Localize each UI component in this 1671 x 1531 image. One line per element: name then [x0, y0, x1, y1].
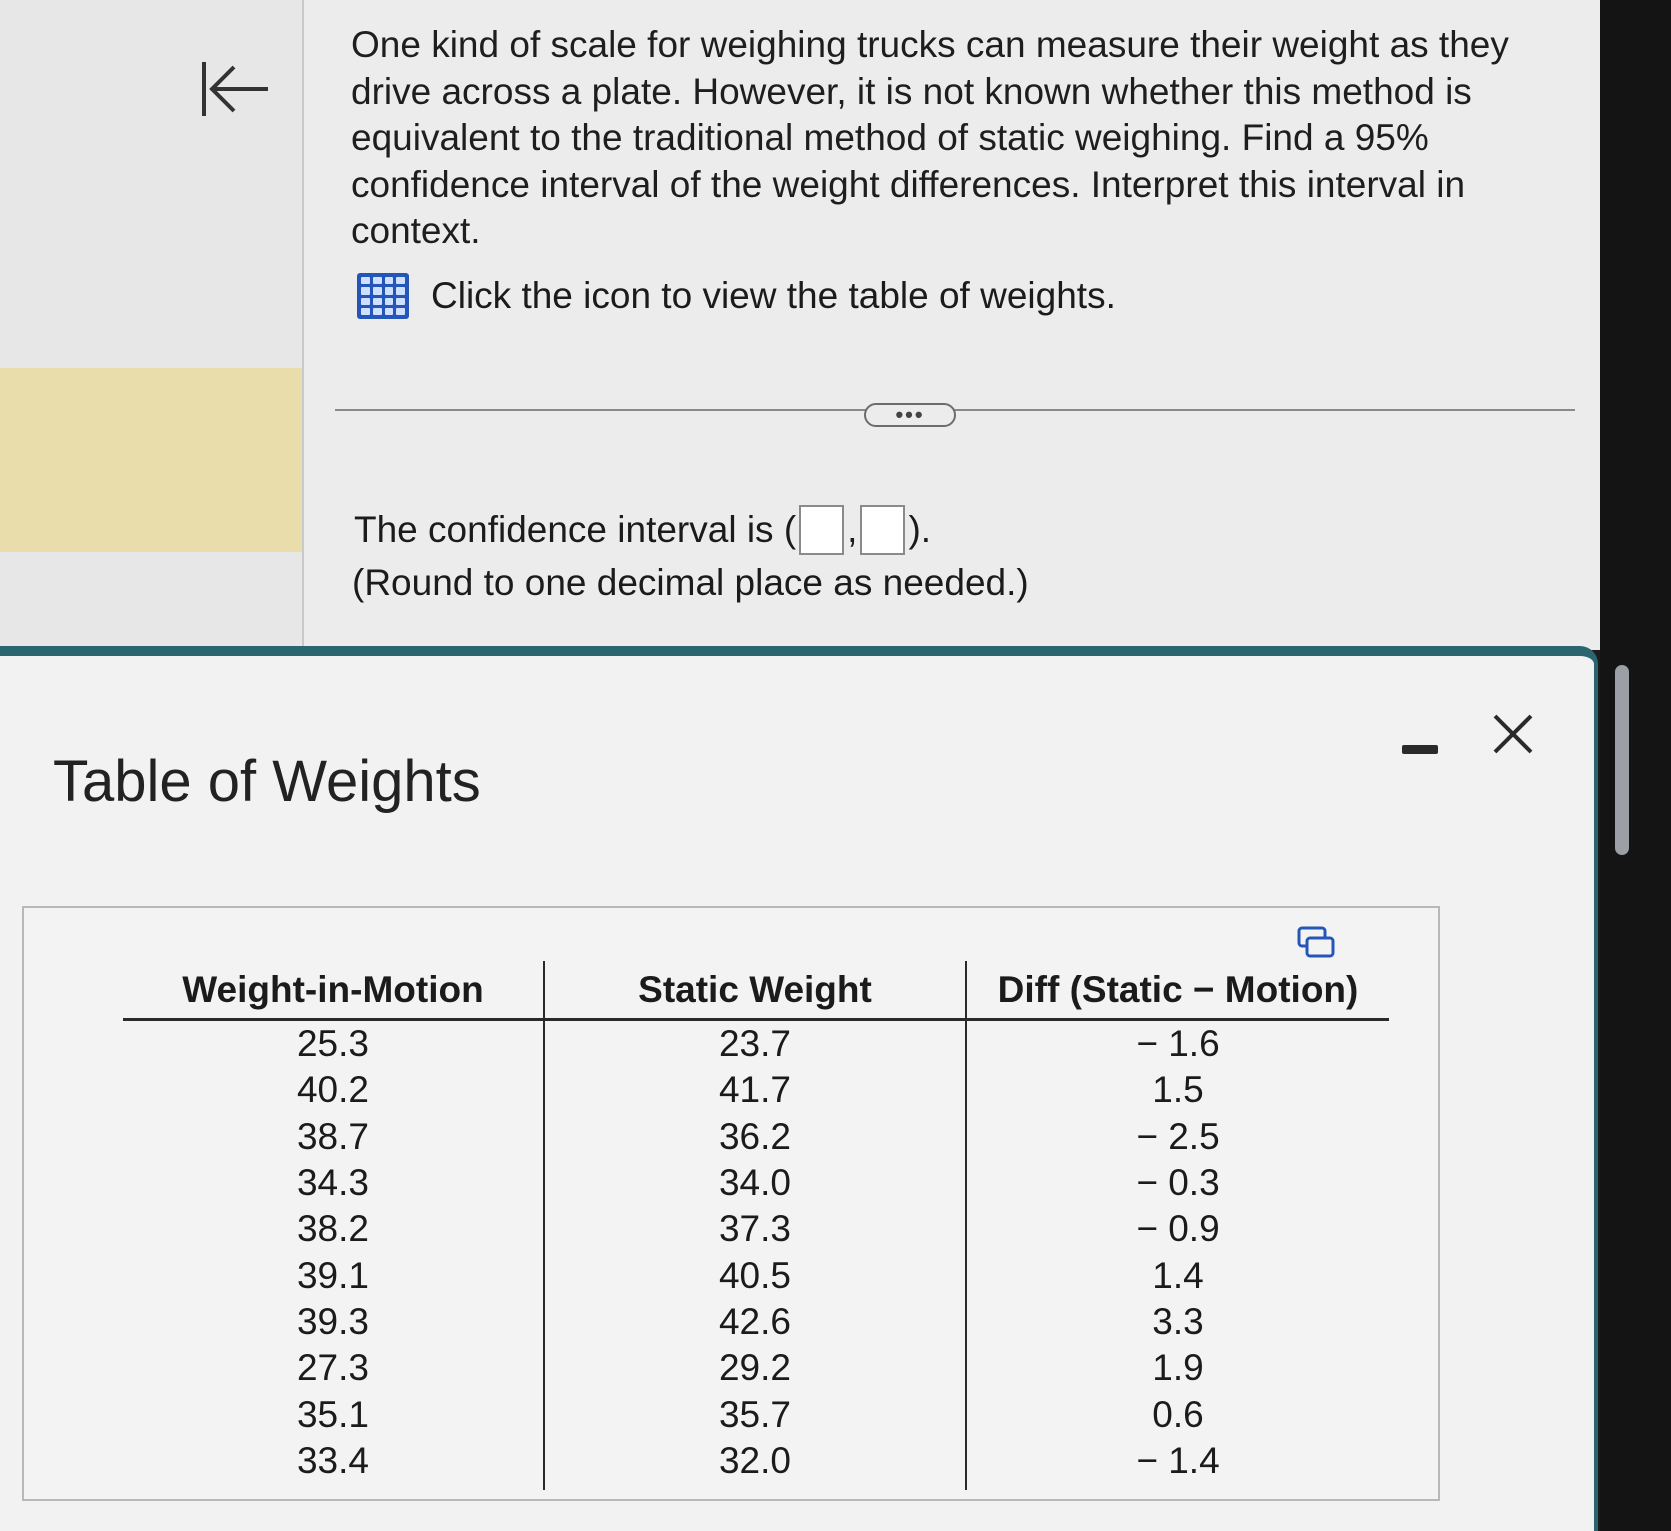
table-row: [123, 1114, 1389, 1160]
cell-diff: 1.5: [1152, 1069, 1204, 1111]
cell-motion: 39.3: [123, 1299, 544, 1345]
scrollbar-thumb[interactable]: [1615, 665, 1629, 855]
table-row: [123, 1299, 1389, 1345]
cell-diff: − 2.5: [1136, 1115, 1220, 1157]
cell-motion: 34.3: [123, 1160, 544, 1206]
cell-motion: 38.2: [123, 1206, 544, 1252]
cell-diff: 3.3: [1152, 1300, 1204, 1342]
cell-static: 37.3: [544, 1206, 966, 1252]
close-button[interactable]: [1485, 706, 1541, 762]
table-row: [123, 1020, 1389, 1068]
copy-button[interactable]: [1297, 926, 1335, 960]
header-static-weight: Static Weight: [544, 961, 966, 1020]
copy-icon: [1297, 926, 1335, 960]
cell-diff: − 1.4: [1136, 1439, 1220, 1481]
highlight-band: [0, 368, 302, 552]
ci-upper-input[interactable]: [860, 505, 905, 555]
table-row: [123, 1206, 1389, 1252]
cell-diff: − 1.6: [1136, 1023, 1220, 1065]
table-grid-icon[interactable]: [357, 273, 409, 319]
table-row: [123, 1067, 1389, 1113]
table-row: [123, 1391, 1389, 1437]
header-weight-in-motion: Weight-in-Motion: [123, 961, 544, 1020]
table-header-row: [123, 961, 1389, 1020]
ci-suffix: ).: [908, 509, 932, 550]
screen-edge: [1600, 0, 1671, 1531]
rounding-note: (Round to one decimal place as needed.): [352, 562, 1029, 603]
cell-motion: 27.3: [123, 1345, 544, 1391]
cell-static: 41.7: [544, 1067, 966, 1113]
ci-separator: ,: [847, 509, 858, 550]
table-row: [123, 1160, 1389, 1206]
cell-motion: 35.1: [123, 1391, 544, 1437]
ci-lower-input[interactable]: [799, 505, 844, 555]
cell-static: 35.7: [544, 1391, 966, 1437]
more-button[interactable]: •••: [864, 403, 956, 427]
ci-prefix: The confidence interval is (: [354, 509, 797, 550]
cell-diff: 1.4: [1152, 1254, 1204, 1296]
cell-static: 42.6: [544, 1299, 966, 1345]
left-rail: [0, 0, 304, 650]
cell-static: 23.7: [544, 1020, 966, 1068]
cell-diff: 1.9: [1152, 1347, 1204, 1389]
back-to-start-button[interactable]: [196, 50, 276, 130]
table-row: [123, 1252, 1389, 1298]
cell-diff: − 0.9: [1136, 1208, 1220, 1250]
cell-static: 40.5: [544, 1252, 966, 1298]
question-text: One kind of scale for weighing trucks can measure their weight as they drive across a plate. However, it is not known whether this method is equivalent to the traditional method of static weighing. Find a 95% confidence interval of the weight differences. Interpret this interval in context.: [351, 24, 1509, 251]
table-of-weights-popup: [0, 646, 1598, 1531]
cell-diff: − 0.3: [1136, 1162, 1220, 1204]
cell-motion: 33.4: [123, 1438, 544, 1490]
cell-diff: 0.6: [1152, 1393, 1204, 1435]
cell-static: 32.0: [544, 1438, 966, 1490]
table-link[interactable]: [357, 268, 1116, 324]
cell-motion: 25.3: [123, 1020, 544, 1068]
cell-motion: 39.1: [123, 1252, 544, 1298]
table-row: [123, 1345, 1389, 1391]
close-icon: [1485, 706, 1541, 762]
table-row: [123, 1438, 1389, 1490]
cell-motion: 38.7: [123, 1114, 544, 1160]
cell-static: 34.0: [544, 1160, 966, 1206]
question-page: [0, 0, 1600, 650]
weights-table: [123, 961, 1389, 1490]
cell-static: 29.2: [544, 1345, 966, 1391]
cell-static: 36.2: [544, 1114, 966, 1160]
table-link-label: Click the icon to view the table of weights.: [431, 275, 1116, 316]
cell-motion: 40.2: [123, 1067, 544, 1113]
minimize-button[interactable]: [1398, 735, 1442, 765]
confidence-interval-line: [354, 505, 931, 555]
header-diff: Diff (Static − Motion): [966, 961, 1389, 1020]
back-to-start-icon: [196, 50, 276, 130]
popup-title: Table of Weights: [53, 749, 481, 814]
